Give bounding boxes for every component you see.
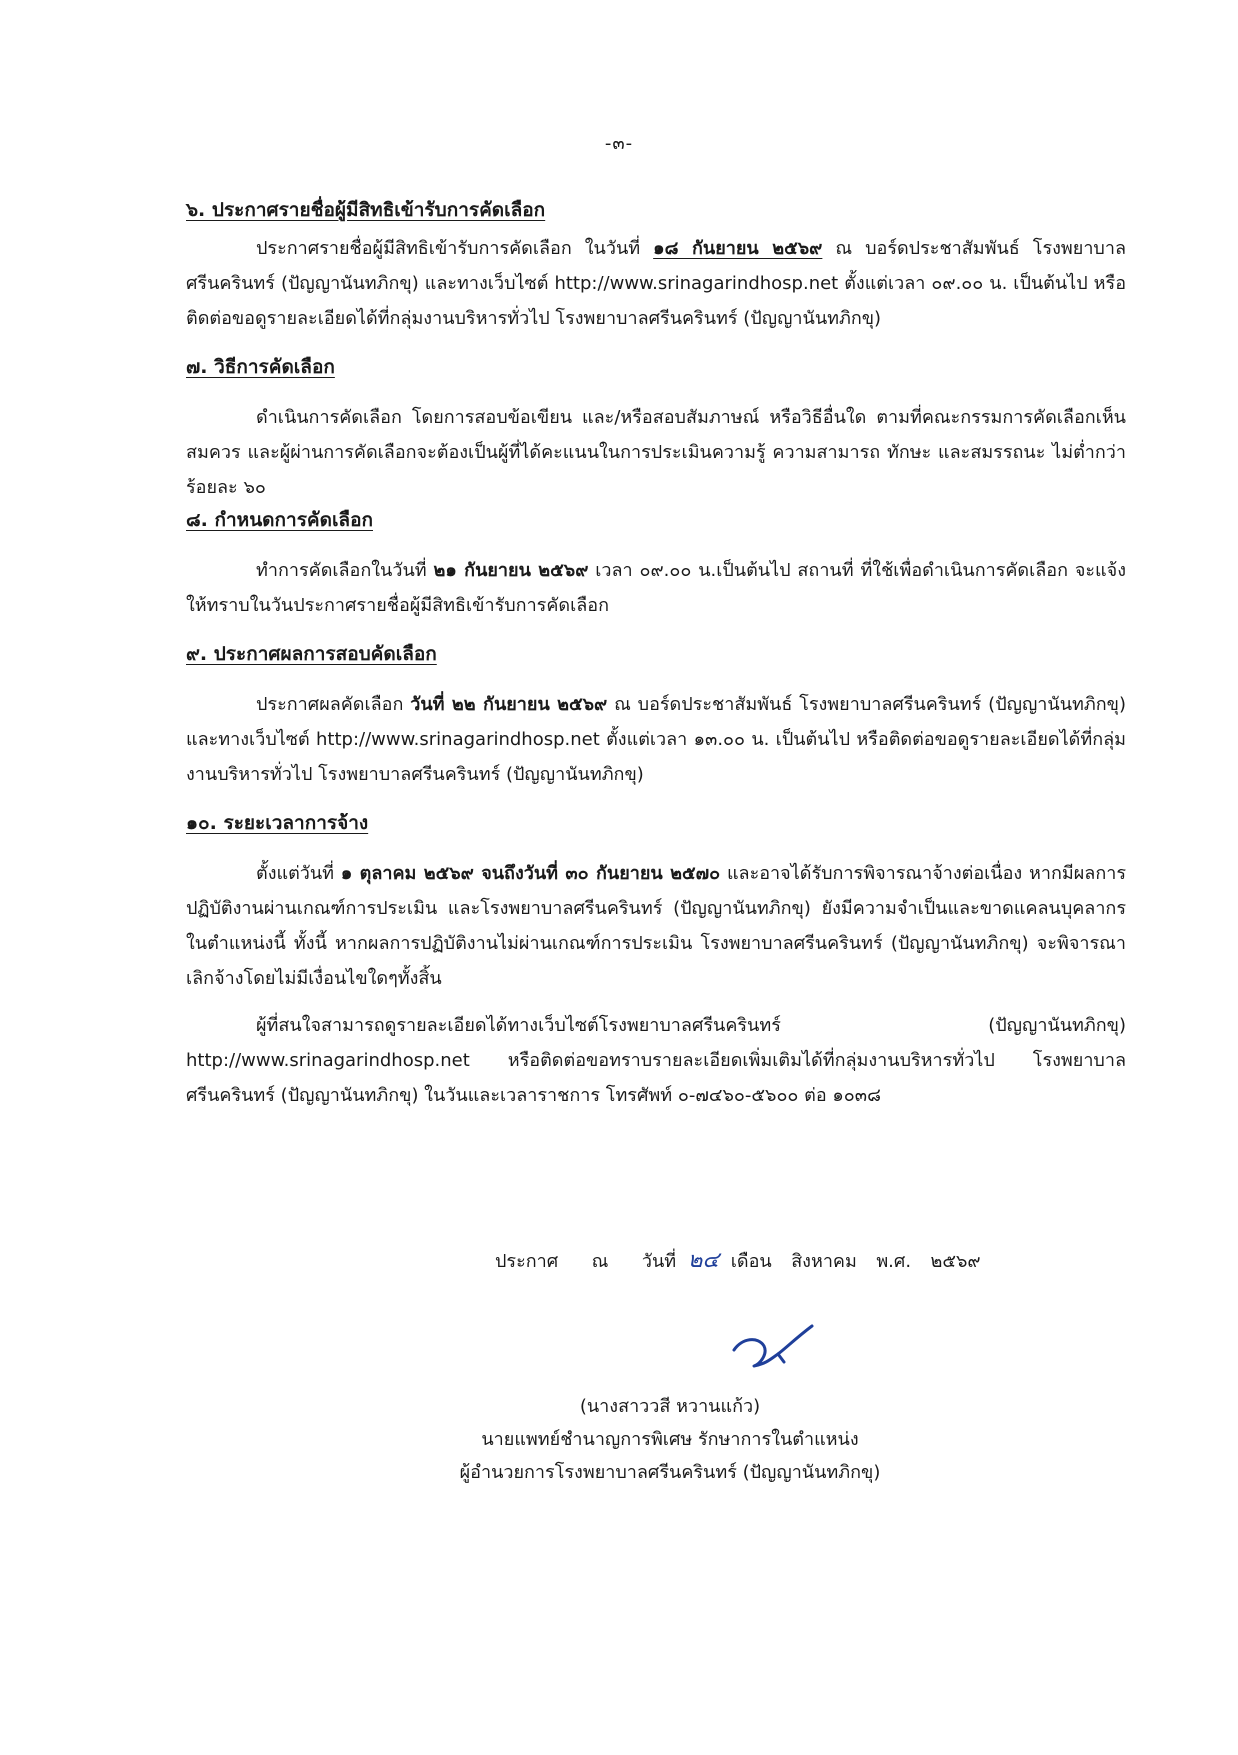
section-paragraph [186, 687, 1126, 792]
section-paragraph [186, 856, 1126, 996]
section-9-result-announcement [186, 639, 1126, 792]
section-heading: ๗. วิธีการคัดเลือก [186, 356, 335, 378]
handwritten-day-value: ๒๔ [687, 1248, 720, 1273]
section-heading: ๘. กำหนดการคัดเลือก [186, 509, 373, 531]
signer-acting-position: ผู้อำนวยการโรงพยาบาลศรีนครินทร์ (ปัญญานันทภิกขุ) [459, 1462, 881, 1483]
paragraph-text: และอาจได้รับการพิจารณาจ้างต่อเนื่อง หากมีผลการปฏิบัติงานผ่านเกณฑ์การประเมิน และโรงพยาบาลศรีนครินทร์ (ปัญญานันทภิกขุ) ยังมีความจำเป็นและขาดแคลนบุคลากรในตำแหน่งนี้ ทั้งนี้ หากผลการปฏิบัติงานไม่ผ่านเกณฑ์การประเมิน โรงพยาบาลศรีนครินทร์ (ปัญญานันทภิกขุ) จะพิจารณาเลิกจ้างโดยไม่มีเงื่อนไขใดๆทั้งสิ้น [186, 863, 1127, 989]
section-heading: ๑๐. ระยะเวลาการจ้าง [186, 812, 369, 834]
signer-position: นายแพทย์ชำนาญการพิเศษ รักษาการในตำแหน่ง [481, 1429, 859, 1450]
paragraph-text: ณ บอร์ดประชาสัมพันธ์ โรงพยาบาลศรีนครินทร์ (ปัญญานันทภิกขุ) และทางเว็บไซต์ http://www.srinagarindhosp.net ตั้งแต่เวลา ๑๓.๐๐ น. เป็นต้นไป หรือติดต่อขอดูรายละเอียดได้ที่กลุ่มงานบริหารทั่วไป โรงพยาบาลศรีนครินทร์ (ปัญญานันทภิกขุ) [186, 694, 1126, 785]
section-paragraph [186, 231, 1126, 336]
year-label: พ.ศ. [876, 1251, 912, 1272]
document-body [186, 195, 1126, 1113]
section-heading: ๙. ประกาศผลการสอบคัดเลือก [186, 643, 437, 665]
day-label: วันที่ [641, 1251, 677, 1272]
employment-period-dates: ๑ ตุลาคม ๒๕๖๙ จนถึงวันที่ ๓๐ กันยายน ๒๕๗๐ [340, 863, 721, 884]
announce-date: ๑๘ กันยายน ๒๕๖๙ [653, 238, 823, 259]
selection-date: ๒๑ กันยายน ๒๕๖๙ [433, 560, 589, 581]
paragraph-text: ทำการคัดเลือกในวันที่ [256, 560, 434, 581]
section-heading: ๖. ประกาศรายชื่อผู้มีสิทธิเข้ารับการคัดเลือก [186, 199, 546, 221]
section-10-employment-period [186, 808, 1126, 1113]
page-number: -๓- [604, 133, 634, 154]
contact-paragraph: ผู้ที่สนใจสามารถดูรายละเอียดได้ทางเว็บไซต์โรงพยาบาลศรีนครินทร์ (ปัญญานันทภิกขุ) http://www.srinagarindhosp.net หรือติดต่อขอทราบรายละเอียดเพิ่มเติมได้ที่กลุ่มงานบริหารทั่วไป โรงพยาบาลศรีนครินทร์ (ปัญญานันทภิกขุ) ในวันและเวลาราชการ โทรศัพท์ ๐-๗๔๖๐-๕๖๐๐ ต่อ ๑๐๓๘ [186, 1015, 1126, 1106]
announcement-date-line [495, 1246, 981, 1277]
paragraph-text: เวลา ๐๙.๐๐ น.เป็นต้นไป สถานที่ ที่ใช้เพื่อดำเนินการคัดเลือก จะแจ้งให้ทราบในวันประกาศรายชื่อผู้มีสิทธิเข้ารับการคัดเลือก [186, 560, 1126, 616]
handwritten-signature [728, 1320, 820, 1376]
month-label: เดือน [730, 1251, 772, 1272]
month-value: สิงหาคม [791, 1251, 857, 1272]
signer-name: (นางสาววสี หวานแก้ว) [579, 1396, 761, 1417]
section-paragraph: ดำเนินการคัดเลือก โดยการสอบข้อเขียน และ/หรือสอบสัมภาษณ์ หรือวิธีอื่นใด ตามที่คณะกรรมการคัดเลือกเห็นสมควร และผู้ผ่านการคัดเลือกจะต้องเป็นผู้ที่ได้คะแนนในการประเมินความรู้ ความสามารถ ทักษะ และสมรรถนะ ไม่ต่ำกว่าร้อยละ ๖๐ [186, 407, 1126, 498]
at-label: ณ [591, 1251, 609, 1272]
year-value: ๒๕๖๙ [930, 1251, 981, 1272]
announced-label: ประกาศ [495, 1251, 559, 1272]
section-7-selection-method [186, 352, 1126, 505]
paragraph-text: ณ บอร์ดประชาสัมพันธ์ โรงพยาบาลศรีนครินทร์ (ปัญญานันทภิกขุ) และทางเว็บไซต์ http://www.srinagarindhosp.net ตั้งแต่เวลา ๐๙.๐๐ น. เป็นต้นไป หรือติดต่อขอดูรายละเอียดได้ที่กลุ่มงานบริหารทั่วไป โรงพยาบาลศรีนครินทร์ (ปัญญานันทภิกขุ) [186, 238, 1126, 329]
section-paragraph [186, 553, 1126, 623]
section-8-selection-schedule [186, 505, 1126, 623]
paragraph-text: ตั้งแต่วันที่ [256, 863, 341, 884]
result-date: วันที่ ๒๒ กันยายน ๒๕๖๙ [410, 694, 608, 715]
paragraph-text: ประกาศรายชื่อผู้มีสิทธิเข้ารับการคัดเลือก ในวันที่ [256, 238, 654, 259]
paragraph-text: ประกาศผลคัดเลือก [256, 694, 411, 715]
section-6-announce-eligible [186, 195, 1126, 336]
